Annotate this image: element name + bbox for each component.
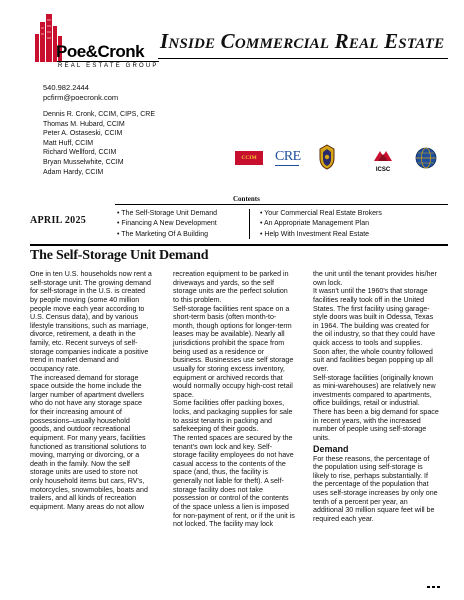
toc-item[interactable]: • The Self-Storage Unit Demand: [117, 210, 217, 217]
staff-item: Bryan Musselwhite, CCIM: [43, 158, 124, 166]
email-address[interactable]: pcfirm@poecronk.com: [43, 93, 119, 102]
article-paragraph: For these reasons, the percentage of the population using self-storage is likely to rise, perhaps substantially. If the percentage of the population that uses self-storage increases by only one tenth of a percent per year, an additional 30 million square feet will be required each year.: [313, 454, 438, 523]
article-title: The Self-Storage Unit Demand: [30, 248, 209, 263]
contents-rule: [115, 204, 448, 205]
newsletter-title: Inside Commercial Real Estate: [160, 29, 445, 53]
staff-item: Dennis R. Cronk, CCIM, CIPS, CRE: [43, 111, 156, 118]
brand-tagline: REAL ESTATE GROUP: [58, 63, 159, 69]
continued-marker-icon: [427, 585, 443, 589]
article-paragraph: It wasn't until the 1960's that storage facilities really took off in the United States. The first facility using garage-style doors was built in Odessa, Texas in 1964. The building was created for the oil industry, so that they could have quick access to tools and supplies. Soon after, the whole country followed suit and facilities began popping up all over.: [313, 287, 436, 373]
article-column-3: [313, 270, 439, 524]
staff-item: Thomas M. Hubard, CCIM: [43, 120, 125, 128]
article-paragraph: recreation equipment to be parked in driveways and yards, so the self storage units are the perfect solution to this problem.: [173, 270, 289, 304]
staff-item: Adam Hardy, CCIM: [43, 168, 104, 176]
article-paragraph: Self-storage facilities rent space on a short-term basis (often month-to-month, though options for longer-term leases may be available). Nearly all jurisdictions prohibit the space from being used as a residence or business. Businesses use self storage usually for storing excess inventory, equipment or archived records that would normally occupy high-cost retail space.: [173, 304, 294, 399]
cre-logo: CRE: [275, 149, 301, 164]
staff-item: Matt Huff, CCIM: [43, 139, 94, 147]
article-paragraph: The increased demand for storage space outside the home include the larger number of apartment dwellers who do not have any storage space for their increasing amount of possessions–usually household goods, and outdoor recreational equipment. For many years, facilities functioned as transitional solutions to moving, marrying or divorcing, or a death in the family. Now the self storage units are used to store not only household items but cars, RV's, motorcycles, snowmobiles, boats and trailers, and all kinds of recreation equipment. Many areas do not allow: [30, 373, 148, 511]
company-logo: [30, 12, 170, 84]
article-paragraph: the unit until the tenant provides his/her own lock.: [313, 270, 437, 287]
toc-left-column: [117, 209, 217, 240]
toc-item[interactable]: • Help With Investment Real Estate: [260, 230, 370, 238]
icsc-logo-icon: [371, 147, 395, 173]
irem-crest-icon: [318, 144, 336, 170]
logo-divider: [57, 61, 159, 62]
toc-item[interactable]: • Financing A New Development: [117, 220, 217, 228]
article-paragraph: Some facilities offer packing boxes, locks, and packaging supplies for sale to assist tenants in packing and safekeeping of their goods.: [173, 399, 293, 434]
contents-heading: Contents: [233, 195, 260, 203]
brand-name: Poe&Cronk: [56, 42, 145, 61]
globe-logo-icon: [415, 147, 437, 169]
issue-date: APRIL 2025: [30, 215, 87, 226]
article-paragraph: Self-storage facilities (originally known as mini-warehouses) are relatively new investments compared to apartments, office buildings, retail or industrial. There has been a big demand for space in recent years, with the increased number of people using self-storage units.: [313, 373, 439, 442]
icsc-label: ICSC: [375, 167, 391, 173]
staff-item: Peter A. Ostaseski, CCIM: [43, 130, 123, 138]
article-column-2: [173, 270, 295, 529]
toc-item[interactable]: • An Appropriate Management Plan: [260, 220, 370, 228]
staff-list: [43, 110, 155, 177]
toc-right-column: [260, 209, 382, 240]
article-column-1: [30, 270, 152, 512]
article-paragraph: One in ten U.S. households now rent a self-storage unit. The growing demand for self-storage in the U.S. is created by people moving (some 40 million people move each year according to U.S. Census data), and by various lifestyle transitions, such as marriage, divorce, retirement, a death in the family, etc. Recent surveys of self-storage companies indicate a positive trend in market demand and occupancy rate.: [30, 270, 152, 373]
title-rule: [158, 58, 448, 59]
staff-item: Richard Wellford, CCIM: [43, 149, 117, 157]
article-paragraph: The rented spaces are secured by the tenant's own lock and key. Self-storage facility employees do not have casual access to the contents of the space (and, thus, the facility is generally not liable for theft). A self-storage facility does not take possession or control of the contents of the space unless a lien is imposed for non-payment of rent, or if the unit is not locked. The facility may lock: [173, 433, 295, 529]
contact-block: [43, 83, 118, 103]
phone-number: 540.982.2444: [43, 83, 89, 92]
toc-divider: [249, 209, 250, 239]
toc-item[interactable]: • The Marketing Of A Building: [117, 230, 209, 238]
toc-item[interactable]: • Your Commercial Real Estate Brokers: [260, 210, 382, 217]
header-rule: [30, 244, 448, 246]
cre-logo-underline: [275, 165, 299, 166]
ccim-logo: CCIM: [235, 151, 263, 165]
section-subheading: Demand: [313, 443, 349, 454]
